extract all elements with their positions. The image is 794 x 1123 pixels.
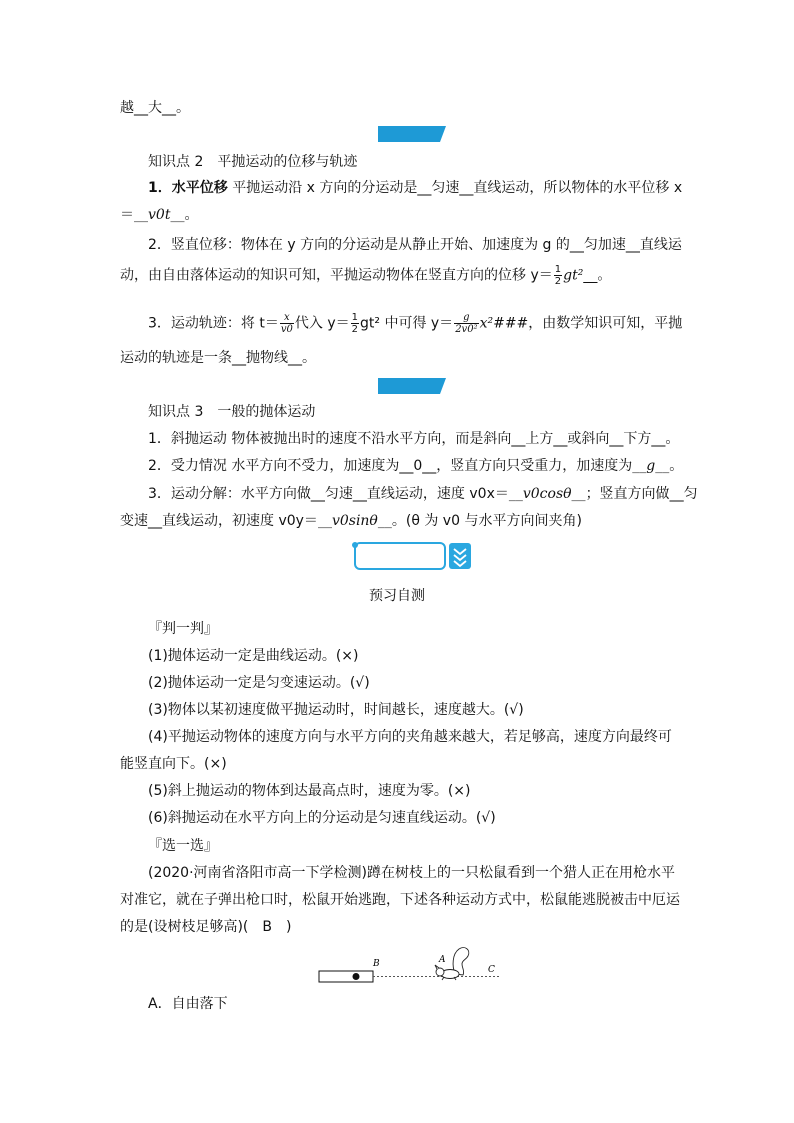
continuation-line: 越__大__。 bbox=[120, 100, 190, 116]
label-a: A bbox=[439, 955, 446, 965]
label-c: C bbox=[488, 965, 495, 975]
kp3-para3-line1: 3．运动分解：水平方向做__匀速__直线运动，速度 v0x＝__v0cosθ__；竖直方向做__匀 bbox=[148, 486, 698, 502]
kp2-para1-line1: 1．水平位移 平抛运动沿 x 方向的分运动是__匀速__直线运动，所以物体的水平位移 x bbox=[148, 180, 683, 196]
fraction: $\frac{1}{2}$ bbox=[554, 264, 562, 287]
question-line: 对准它，就在子弹出枪口时，松鼠开始逃跑，下述各种运动方式中，松鼠能逃脱被击中厄运 bbox=[120, 892, 680, 908]
preview-title: 预习自测 bbox=[369, 588, 425, 604]
judge-item: (4)平抛运动物体的速度方向与水平方向的夹角越来越大，若足够高，速度方向最终可 bbox=[148, 729, 672, 745]
judge-item: 能竖直向下。(×) bbox=[120, 756, 227, 772]
judge-item: (3)物体以某初速度做平抛运动时，时间越长，速度越大。(√) bbox=[148, 702, 524, 718]
bullet bbox=[353, 973, 360, 980]
question-line: 的是(设树枝足够高)( B ) bbox=[120, 919, 292, 935]
choose-header: 『选一选』 bbox=[148, 838, 218, 854]
kp2-title: 知识点 2 平抛运动的位移与轨迹 bbox=[148, 154, 358, 170]
kp2-para1-line2: ＝__v0t__。 bbox=[120, 207, 199, 223]
kp3-title: 知识点 3 一般的抛体运动 bbox=[148, 404, 316, 420]
kp3-para1: 1．斜抛运动 物体被抛出时的速度不沿水平方向，而是斜向__上方__或斜向__下方__。 bbox=[148, 431, 680, 447]
kp2-para3-line1: 3．运动轨迹：将 t＝ $\frac{x}{v0}$ 代入 y＝ $\frac{1}{2}$ gt² 中可得 y＝ $\frac{g}{\text{2v0²}}$ x²###，由数学知识可知，平抛 bbox=[148, 312, 683, 335]
kp2-para3-line2: 运动的轨迹是一条__抛物线__。 bbox=[120, 350, 316, 366]
kp2-para2-line2: 动，由自由落体运动的知识可知，平抛运动物体在竖直方向的位移 y＝ $\frac{1}{2}$ gt²__。 bbox=[120, 264, 612, 287]
kp3-para2: 2．受力情况 水平方向不受力，加速度为__0__，竖直方向只受重力，加速度为__g__。 bbox=[148, 458, 684, 474]
question-line: (2020·河南省洛阳市高一下学检测)蹲在树枝上的一只松鼠看到一个猎人正在用枪水平 bbox=[148, 865, 676, 881]
option-a: A．自由落下 bbox=[148, 996, 228, 1012]
judge-header: 『判一判』 bbox=[148, 621, 218, 637]
judge-item: (5)斜上抛运动的物体到达最高点时，速度为零。(×) bbox=[148, 783, 471, 799]
judge-item: (1)抛体运动一定是曲线运动。(×) bbox=[148, 648, 359, 664]
gun-barrel bbox=[319, 971, 373, 982]
kp2-para2-line1: 2．竖直位移：物体在 y 方向的分运动是从静止开始、加速度为 g 的__匀加速__直线运 bbox=[148, 237, 682, 253]
judge-item: (6)斜抛运动在水平方向上的分运动是匀速直线运动。(√) bbox=[148, 810, 496, 826]
preview-section-banner bbox=[350, 540, 474, 572]
label-b: B bbox=[373, 959, 380, 969]
section-tag-banner bbox=[378, 378, 446, 394]
fraction: $\frac{1}{2}$ bbox=[351, 312, 358, 335]
judge-item: (2)抛体运动一定是匀变速运动。(√) bbox=[148, 675, 370, 691]
question-figure bbox=[316, 944, 502, 986]
fraction: $\frac{g}{\text{2v0²}}$ bbox=[455, 312, 478, 335]
kp3-para3-line2: 变速__直线运动，初速度 v0y＝__v0sinθ__。(θ 为 v0 与水平方向间夹角) bbox=[120, 513, 582, 529]
section-tag-banner bbox=[378, 126, 446, 142]
fraction: $\frac{x}{v0}$ bbox=[280, 312, 293, 335]
